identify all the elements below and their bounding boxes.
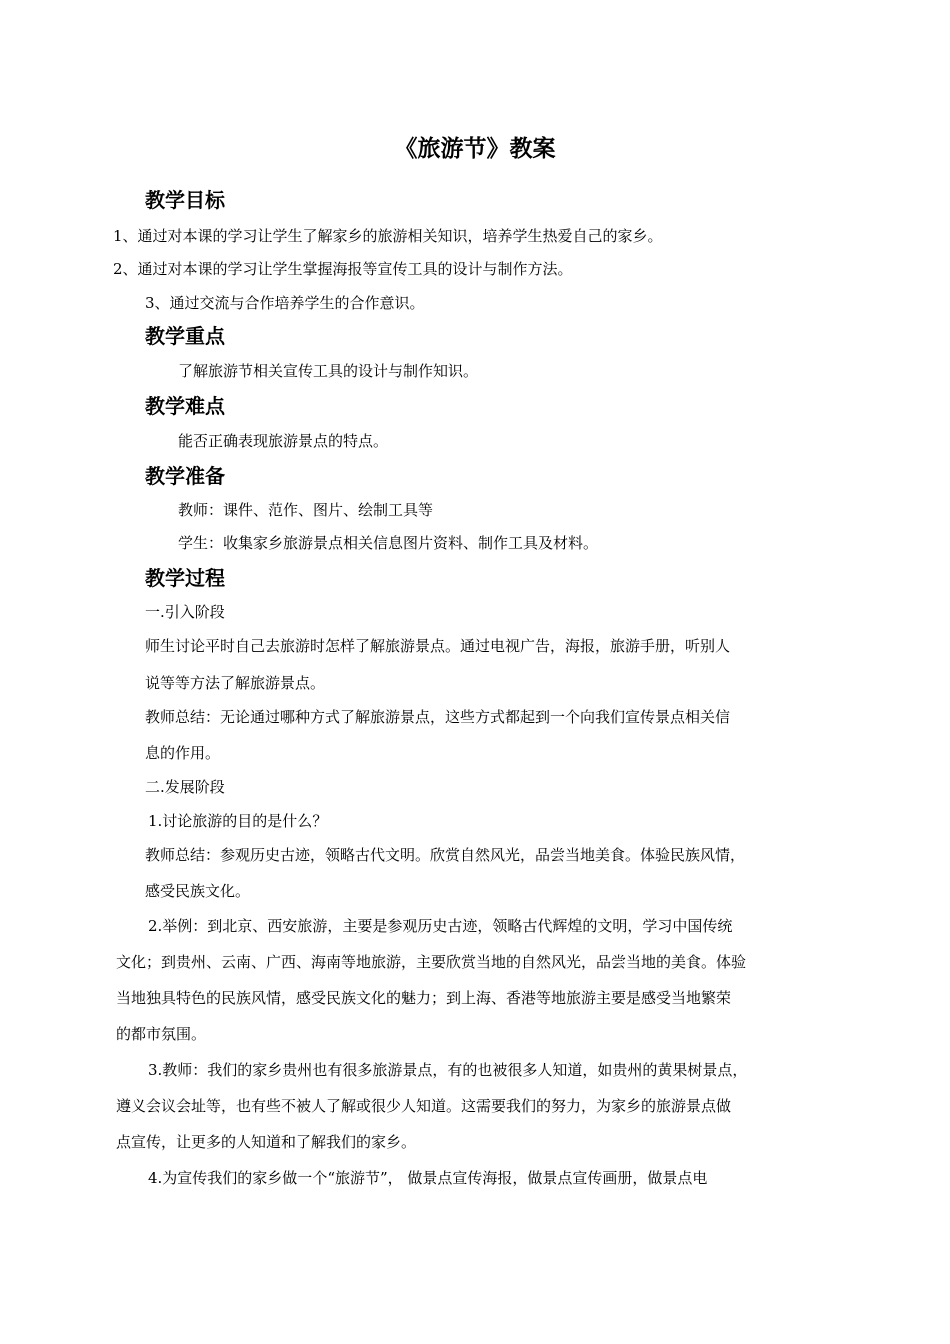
heading-process: 教学过程 <box>145 566 225 590</box>
teacher-point-3-line-2: 遵义会议会址等，也有些不被人了解或很少人知道。这需要我们的努力，为家乡的旅游景点做 <box>116 1097 732 1115</box>
example-line-4: 的都市氛围。 <box>116 1025 207 1043</box>
key-points-text: 了解旅游节相关宣传工具的设计与制作知识。 <box>178 362 479 380</box>
teacher-point-3-line-1: 3.教师：我们的家乡贵州也有很多旅游景点，有的也被很多人知道，如贵州的黄果树景点， <box>148 1061 748 1079</box>
heading-difficulties: 教学难点 <box>145 394 225 418</box>
example-line-2: 文化；到贵州、云南、广西、海南等地旅游，主要欣赏当地的自然风光，品尝当地的美食。体验 <box>116 953 747 971</box>
point-4-line-1: 4.为宣传我们的家乡做一个“旅游节”， 做景点宣传海报，做景点宣传画册，做景点电 <box>148 1169 708 1187</box>
teacher-point-3-line-3: 点宣传，让更多的人知道和了解我们的家乡。 <box>116 1133 417 1151</box>
goal-item-2: 2、通过对本课的学习让学生掌握海报等宣传工具的设计与制作方法。 <box>113 260 573 278</box>
heading-key-points: 教学重点 <box>145 324 225 348</box>
preparation-student: 学生：收集家乡旅游景点相关信息图片资料、制作工具及材料。 <box>178 534 599 552</box>
difficulties-text: 能否正确表现旅游景点的特点。 <box>178 432 389 450</box>
question-1-summary-line-1: 教师总结：参观历史古迹，领略古代文明。欣赏自然风光，品尝当地美食。体验民族风情， <box>145 846 746 864</box>
question-1: 1.讨论旅游的目的是什么？ <box>148 812 328 830</box>
example-line-3: 当地独具特色的民族风情，感受民族文化的魅力；到上海、香港等地旅游主要是感受当地繁荣 <box>116 989 732 1007</box>
stage-1-paragraph-2-line-2: 息的作用。 <box>145 744 221 762</box>
goal-item-3: 3、通过交流与合作培养学生的合作意识。 <box>145 294 425 312</box>
heading-teaching-goals: 教学目标 <box>145 188 225 212</box>
document-title: 《旅游节》教案 <box>394 136 556 162</box>
stage-1-paragraph-1-line-1: 师生讨论平时自己去旅游时怎样了解旅游景点。通过电视广告，海报，旅游手册，听别人 <box>145 637 731 655</box>
stage-2-title: 二.发展阶段 <box>145 778 225 796</box>
stage-1-title: 一.引入阶段 <box>145 603 225 621</box>
stage-1-paragraph-1-line-2: 说等等方法了解旅游景点。 <box>145 674 326 692</box>
preparation-teacher: 教师：课件、范作、图片、绘制工具等 <box>178 501 434 519</box>
heading-preparation: 教学准备 <box>145 464 225 488</box>
stage-1-paragraph-2-line-1: 教师总结：无论通过哪种方式了解旅游景点，这些方式都起到一个向我们宣传景点相关信 <box>145 708 731 726</box>
goal-item-1: 1、通过对本课的学习让学生了解家乡的旅游相关知识，培养学生热爱自己的家乡。 <box>113 227 663 245</box>
question-1-summary-line-2: 感受民族文化。 <box>145 882 251 900</box>
example-line-1: 2.举例：到北京、西安旅游，主要是参观历史古迹，领略古代辉煌的文明，学习中国传统 <box>148 917 733 935</box>
